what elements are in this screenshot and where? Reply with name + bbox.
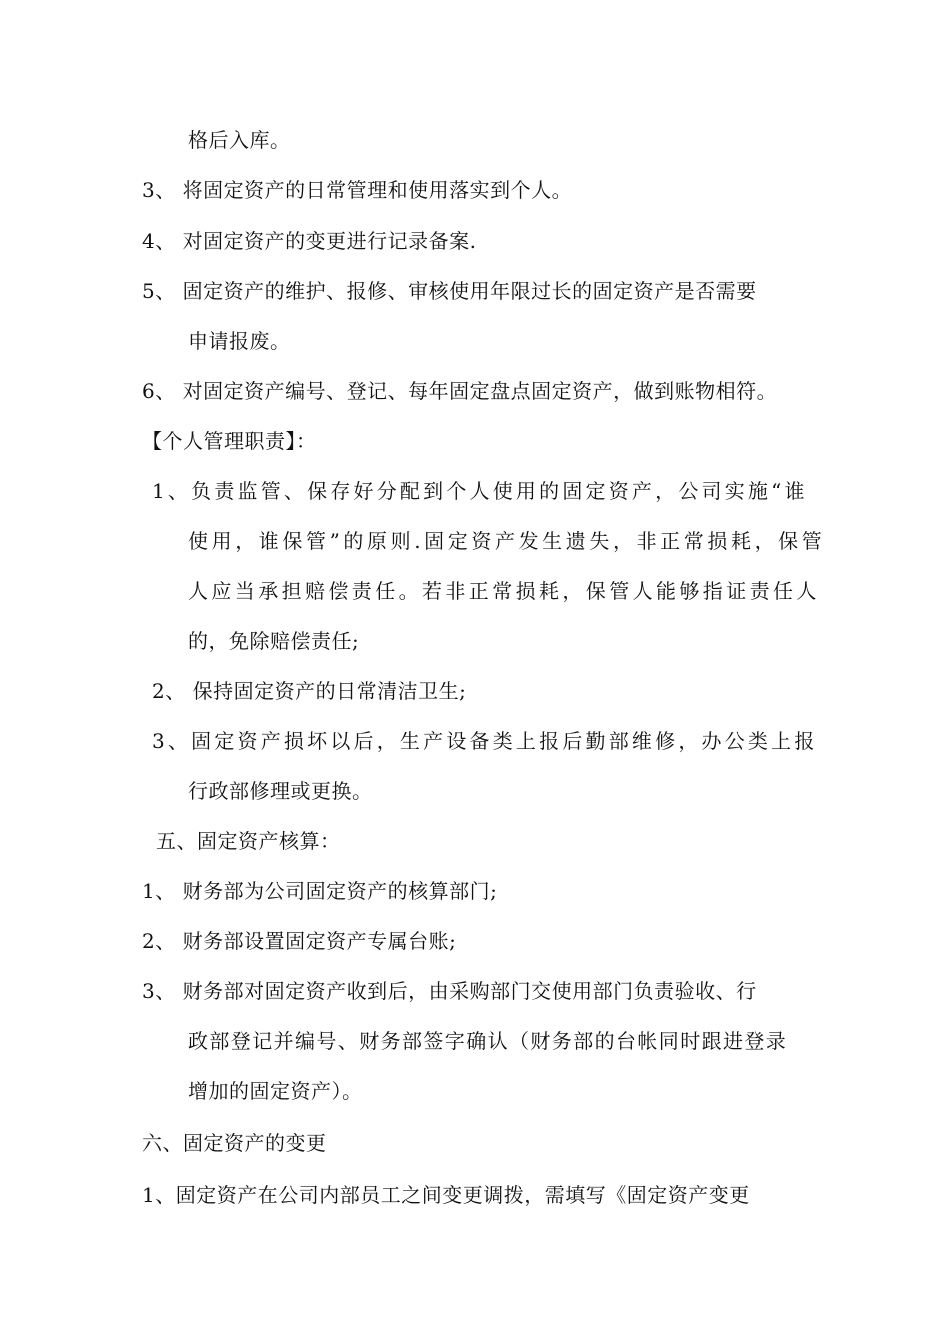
section-heading: 五、固定资产核算： <box>156 829 341 853</box>
text-line: 5、 固定资产的维护、报修、审核使用年限过长的固定资产是否需要 <box>142 279 757 303</box>
text-line: 1、 财务部为公司固定资产的核算部门; <box>142 879 498 903</box>
text-line: 的，免除赔偿责任; <box>188 629 360 653</box>
text-line: 3、 将固定资产的日常管理和使用落实到个人。 <box>142 178 573 202</box>
text-line: 政部登记并编号、财务部签字确认（财务部的台帐同时跟进登录 <box>188 1029 788 1053</box>
text-line: 使用，谁保管”的原则.固定资产发生遗失，非正常损耗，保管 <box>188 529 826 553</box>
text-line: 3、固定资产损坏以后，生产设备类上报后勤部维修，办公类上报 <box>152 729 818 753</box>
text-line: 3、 财务部对固定资产收到后，由采购部门交使用部门负责验收、行 <box>142 979 757 1003</box>
text-line: 4、 对固定资产的变更进行记录备案. <box>142 229 477 253</box>
text-line: 2、 财务部设置固定资产专属台账; <box>142 929 457 953</box>
text-line: 增加的固定资产）。 <box>188 1079 363 1103</box>
text-line: 行政部修理或更换。 <box>188 779 373 803</box>
text-line: 人应当承担赔偿责任。若非正常损耗，保管人能够指证责任人 <box>188 579 820 603</box>
text-line: 1、负责监管、保存好分配到个人使用的固定资产，公司实施“谁 <box>152 479 808 503</box>
text-line: 格后入库。 <box>188 128 291 152</box>
text-line: 申请报废。 <box>188 329 291 353</box>
section-heading: 【个人管理职责】： <box>142 429 317 453</box>
text-line: 6、 对固定资产编号、登记、每年固定盘点固定资产，做到账物相符。 <box>142 379 778 403</box>
section-heading: 六、固定资产的变更 <box>142 1131 327 1155</box>
text-line: 1、固定资产在公司内部员工之间变更调拨，需填写《固定资产变更 <box>142 1183 750 1207</box>
text-line: 2、 保持固定资产的日常清洁卫生; <box>152 679 467 703</box>
